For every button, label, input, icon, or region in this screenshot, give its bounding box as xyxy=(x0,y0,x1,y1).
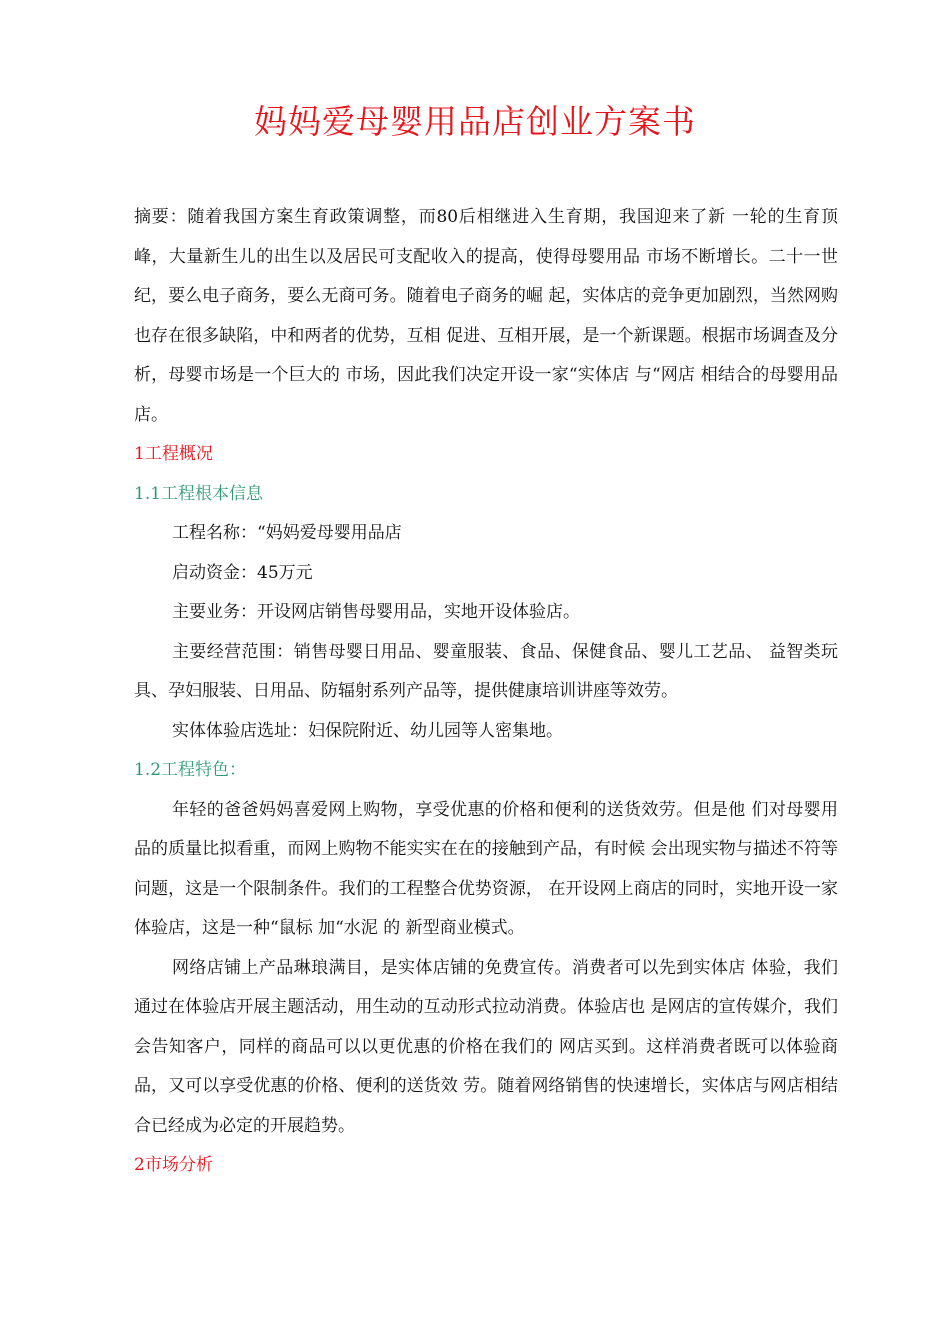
business-scope-paragraph: 主要经营范围：销售母婴日用品、婴童服装、食品、保健食品、婴儿工艺品、 益智类玩具、孕妇服装、日用品、防辐射系列产品等，提供健康培训讲座等效劳。 xyxy=(134,641,838,701)
main-business-line: 主要业务：开设网店销售母婴用品，实地开设体验店。 xyxy=(172,602,580,622)
abstract-paragraph: 摘要：随着我国方案生育政策调整，而80后相继进入生育期，我国迎来了新 一轮的生育顶峰，大量新生儿的出生以及居民可支配收入的提高，使得母婴用品 市场不断增长。二十一世纪，要么电子商务，要么无商可务。随着电子商务的崛 起，实体店的竞争更加剧烈，当然网购也存在很多缺陷，中和两者的优势，互相 促进、互相开展，是一个新课题。根据市场调查及分析，母婴市场是一个巨大的 市场，因此我们决定开设一家“实体店 与“网店 相结合的母婴用品店。 xyxy=(134,207,838,425)
project-name-line: 工程名称：“妈妈爱母婴用品店 xyxy=(172,523,402,543)
document-body xyxy=(134,198,838,1186)
store-location-line: 实体体验店选址：妇保院附近、幼儿园等人密集地。 xyxy=(172,720,563,741)
section-1-2-heading: 1.2工程特色： xyxy=(134,760,247,780)
startup-capital-line: 启动资金：45万元 xyxy=(172,562,313,583)
document-title: 妈妈爱母婴用品店创业方案书 xyxy=(254,102,696,141)
section-1-1-heading: 1.1工程根本信息 xyxy=(134,483,264,504)
section-1-heading: 1工程概况 xyxy=(134,444,213,464)
section-2-heading: 2市场分析 xyxy=(134,1155,213,1175)
features-paragraph-1: 年轻的爸爸妈妈喜爱网上购物，享受优惠的价格和便利的送货效劳。但是他 们对母婴用品的质量比拟看重，而网上购物不能实实在在的接触到产品，有时候 会出现实物与描述不符等问题，这是一个限制条件。我们的工程整合优势资源， 在开设网上商店的同时，实地开设一家体验店，这是一种“鼠标 加“水泥 的 新型商业模式。 xyxy=(134,799,838,938)
features-paragraph-2: 网络店铺上产品琳琅满目，是实体店铺的免费宣传。消费者可以先到实体店 体验，我们通过在体验店开展主题活动，用生动的互动形式拉动消费。体验店也 是网店的宣传媒介，我们会告知客户，同样的商品可以以更优惠的价格在我们的 网店买到。这样消费者既可以体验商品，又可以享受优惠的价格、便利的送货效 劳。随着网络销售的快速增长，实体店与网店相结合已经成为必定的开展趋势。 xyxy=(134,957,838,1136)
